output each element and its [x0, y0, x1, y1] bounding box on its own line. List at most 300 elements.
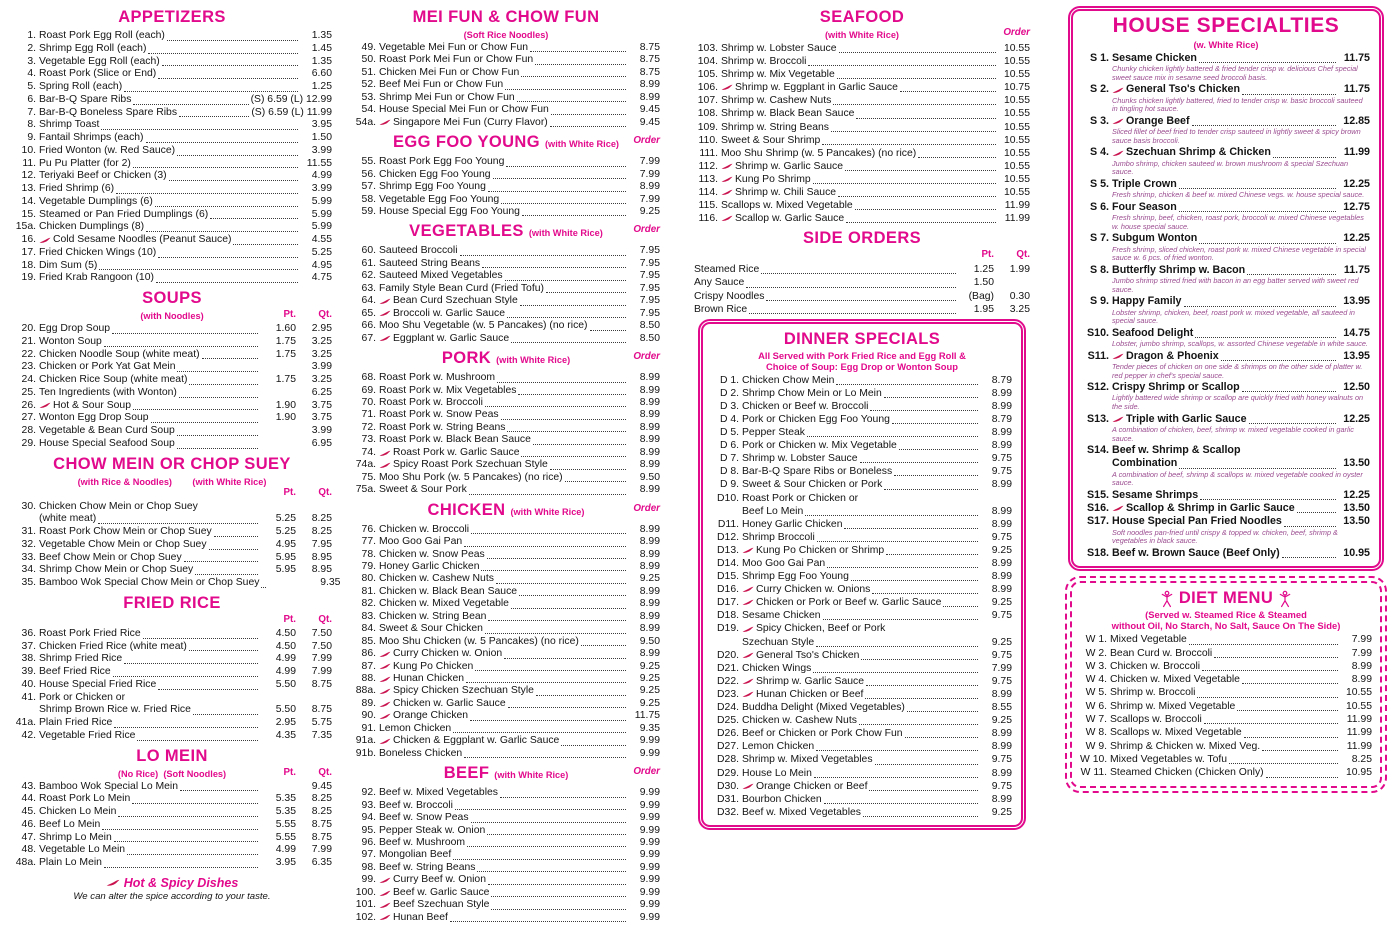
menu-item-row [712, 439, 1012, 452]
item-number: 72. [361, 421, 376, 433]
item-number: 61. [361, 257, 376, 269]
item-number: S18. [1087, 546, 1109, 559]
pork-header [352, 348, 660, 370]
item-name: Beef w. Garlic Sauce [393, 886, 490, 898]
dotted-leader [561, 745, 626, 746]
dotted-leader [1179, 188, 1336, 189]
item-number: 114. [698, 187, 718, 199]
chili-icon [379, 713, 391, 720]
dotted-leader [814, 777, 978, 778]
chili-icon [742, 547, 754, 554]
item-price: 7.99 [639, 193, 660, 205]
menu-item-row [694, 173, 1030, 186]
item-price: 7.99 [1351, 634, 1372, 646]
item-price: 5.25 [311, 246, 332, 258]
section-subtitle: (w. White Rice) [1193, 40, 1259, 50]
menu-item-row [694, 68, 1030, 81]
menu-item-row [352, 79, 660, 91]
item-number: 74a. [355, 459, 376, 471]
item-description: Lobster shrimp, chicken, beef, roast pork w. mixed vegetable, all sauteed in special sauce. [1112, 307, 1355, 326]
menu-item-row [352, 422, 660, 434]
item-number: S14. [1087, 444, 1109, 457]
item-price: 6.60 [311, 68, 332, 80]
item-price: 13.95 [1343, 295, 1370, 308]
item-price: 8.50 [639, 320, 660, 332]
item-name: Sweet & Sour Chicken [379, 623, 483, 635]
item-number: S 3. [1089, 114, 1109, 127]
item-price: 9.99 [639, 849, 660, 861]
item-name: Shrimp Lo Mein [39, 831, 112, 843]
item-number: 26. [21, 399, 36, 411]
chili-icon [379, 701, 391, 708]
menu-item-row [12, 692, 332, 705]
item-price: 10.55 [1003, 173, 1030, 185]
item-name: Orange Beef [1126, 114, 1190, 127]
menu-item-row [12, 94, 332, 107]
item-price: 4.75 [311, 272, 332, 284]
dotted-leader [1214, 657, 1338, 658]
column-2-sections [352, 7, 660, 924]
order-label: Order [1003, 27, 1030, 38]
item-name: Beef w. Mixed Vegetables [379, 787, 498, 799]
item-name: Beef Szechuan Style [393, 899, 490, 911]
item-number: D 6. [719, 440, 739, 452]
item-price: 3.99 [311, 183, 332, 194]
side-orders-header [694, 228, 1030, 261]
item-name: Vegetable & Bean Curd Soup [39, 425, 175, 436]
item-number: 22. [21, 348, 36, 360]
item-name: Roast Pork w. String Beans [379, 421, 506, 433]
item-price: 9.75 [991, 780, 1012, 792]
menu-item-row [12, 43, 332, 56]
menu-item-row [352, 409, 660, 421]
chili-icon [379, 310, 391, 317]
item-number: D22. [717, 675, 739, 687]
item-name: Singapore Mei Fun (Curry Flavor) [393, 116, 548, 128]
menu-item-row [712, 570, 1012, 583]
menu-item-row [352, 748, 660, 760]
dotted-leader [99, 269, 298, 270]
item-number: 53. [361, 91, 376, 103]
dotted-leader [482, 267, 626, 268]
dotted-leader [837, 78, 996, 79]
item-price: 4.95 [311, 259, 332, 271]
dotted-leader [521, 456, 626, 457]
chili-icon [721, 215, 733, 222]
item-name: Beef w. Shrimp & Scallop [1112, 444, 1241, 457]
menu-item-row [352, 825, 660, 837]
dotted-leader [493, 178, 627, 179]
item-number: 51. [361, 66, 376, 78]
item-price: 8.99 [991, 584, 1012, 596]
chili-icon [742, 626, 754, 633]
menu-item-row [12, 221, 332, 234]
menu-item-row [12, 361, 332, 374]
item-name: Shrimp w. String Beans [721, 121, 829, 133]
dotted-leader [158, 78, 298, 79]
item-number: S 4. [1089, 146, 1109, 159]
dotted-leader [158, 689, 258, 690]
item-name: Beef w. Mushroom [379, 837, 466, 849]
house-item-row [1082, 232, 1370, 245]
item-name: Broccoli w. Garlic Sauce [393, 307, 506, 319]
item-name: Pork or Chicken Egg Foo Young [742, 413, 890, 425]
item-name: Lemon Chicken [379, 722, 452, 734]
mei-fun-header [352, 7, 660, 40]
item-price: 9.25 [639, 697, 660, 709]
dotted-leader [475, 670, 626, 671]
menu-item-row [352, 723, 660, 735]
item-name: Shrimp Fried Rice [39, 653, 123, 665]
item-price: 8.25 [1351, 753, 1372, 765]
item-number: 76. [361, 523, 376, 535]
section-title: APPETIZERS [118, 8, 226, 26]
menu-item-row [352, 710, 660, 722]
dotted-leader [845, 170, 996, 171]
menu-item-row [352, 472, 660, 484]
dotted-leader [511, 608, 626, 609]
item-name: Moo Shu Pork (w. 5 Pancakes) (no rice) [379, 471, 563, 483]
item-price: 8.99 [639, 585, 660, 597]
menu-item-row [12, 323, 332, 336]
item-price: 9.25 [639, 685, 660, 697]
item-number: W 1. [1085, 634, 1107, 646]
item-number: 69. [361, 384, 376, 396]
item-name: Roast Pork (Slice or End) [39, 68, 157, 80]
item-name: Sweet & Sour Shrimp [721, 134, 821, 146]
item-name: Roast Pork w. Broccoli [379, 396, 483, 408]
menu-item-row [712, 740, 1012, 753]
exercise-figure-icon [1279, 590, 1291, 608]
item-number: 50. [361, 54, 376, 66]
dotted-leader [104, 346, 258, 347]
item-price: 4.55 [311, 234, 332, 245]
item-price: 11.55 [306, 157, 332, 169]
item-price: 10.55 [1003, 56, 1030, 68]
menu-item-row [12, 730, 332, 743]
price-column-headers [260, 614, 332, 626]
item-number: 92. [361, 787, 376, 799]
dotted-leader [455, 809, 626, 810]
dotted-leader [749, 313, 956, 314]
dotted-leader [1266, 777, 1338, 778]
item-name: Beef w. Broccoli [379, 799, 453, 811]
menu-column-3 [694, 6, 1030, 830]
menu-item-row [1080, 726, 1372, 739]
item-name: Chicken Rice Soup (white meat) [39, 374, 188, 385]
item-price: 11.99 [1346, 740, 1372, 752]
item-name: Kung Po Shrimp [735, 173, 811, 185]
order-label: Order [633, 502, 660, 514]
menu-item-row [12, 400, 332, 413]
menu-item-row [12, 539, 332, 552]
item-price: 8.99 [639, 610, 660, 622]
menu-item-row [352, 245, 660, 257]
item-price: 8.99 [991, 440, 1012, 452]
item-number: 19. [21, 272, 36, 284]
item-price-pt: 5.25 [275, 513, 296, 525]
dotted-leader [113, 676, 258, 677]
item-number: 42. [21, 729, 36, 741]
section-subtitle: (with White Rice) [544, 139, 619, 150]
dotted-leader [521, 76, 626, 77]
dotted-leader [464, 757, 626, 758]
dotted-leader [520, 305, 626, 306]
dotted-leader [508, 707, 626, 708]
item-price-qt: 3.75 [311, 412, 332, 424]
item-number: S13. [1087, 412, 1109, 425]
menu-item-row [352, 862, 660, 874]
menu-column-4 [1064, 6, 1388, 788]
item-price: 8.99 [639, 409, 660, 421]
item-price: 9.25 [639, 660, 660, 672]
item-name: Shrimp w. Broccoli [721, 56, 807, 68]
section-title: DINNER SPECIALS [783, 329, 941, 348]
item-number: D 7. [719, 453, 739, 465]
item-number: 45. [21, 806, 36, 817]
order-label: Order [633, 766, 660, 778]
dotted-leader [870, 410, 978, 411]
qt-column-header: Qt. [318, 766, 332, 778]
menu-item-row [1080, 766, 1372, 779]
item-name: Scallop & Shrimp in Garlic Sauce [1126, 502, 1295, 515]
item-name: Spring Roll (each) [39, 81, 123, 92]
item-price: 8.99 [991, 793, 1012, 805]
item-name: Vegetable Egg Roll (each) [39, 55, 160, 67]
dotted-leader [1237, 710, 1338, 711]
column-4-sections [1064, 6, 1388, 788]
menu-item-row [12, 132, 332, 145]
item-name: Szechuan Style [742, 636, 815, 648]
item-price: 8.99 [991, 400, 1012, 412]
spicy-note-title-line [12, 876, 332, 891]
item-description: A combination of beef, shrimp & scallops w. mixed vegetable cooked in oyster sauce. [1112, 469, 1363, 488]
item-name: Bamboo Wok Special Chow Mein or Chop Suey [39, 577, 260, 588]
menu-item-row [694, 276, 1030, 289]
section-title: BEEF [443, 764, 490, 783]
item-name: Honey Garlic Chicken [379, 560, 480, 572]
menu-item-row [12, 501, 332, 514]
item-name: Lemon Chicken [742, 741, 815, 753]
dotted-leader [504, 658, 626, 659]
item-name: Fried Chicken Wings (10) [39, 246, 157, 258]
item-name: Shrimp Brown Rice w. Fried Rice [39, 704, 191, 716]
item-number: 91. [361, 722, 376, 734]
dotted-leader [500, 797, 626, 798]
item-number: D 4. [719, 413, 739, 425]
item-price: 8.99 [639, 434, 660, 446]
exercise-figure-icon [1161, 590, 1173, 608]
item-name: Roast Pork Mei Fun or Chow Fun [379, 54, 534, 66]
item-price: 12.75 [1343, 200, 1370, 213]
item-price: 8.79 [991, 413, 1012, 425]
item-number: D20. [717, 649, 739, 661]
item-number: 60. [361, 245, 376, 257]
item-name: Kung Po Chicken [393, 660, 474, 672]
menu-item-row [12, 857, 332, 870]
side-orders-section [694, 228, 1030, 315]
dotted-leader [189, 650, 258, 651]
dotted-leader [179, 116, 249, 117]
pt-column-header: Pt. [283, 766, 296, 778]
item-price-qt: 7.50 [311, 627, 332, 639]
dotted-leader [884, 397, 978, 398]
item-number: 48a. [15, 857, 36, 868]
item-price: 8.99 [639, 523, 660, 535]
chili-icon [379, 738, 391, 745]
item-price: 10.95 [1343, 546, 1370, 559]
menu-item-row [352, 283, 660, 295]
menu-item-row [12, 81, 332, 94]
item-number: D15. [717, 571, 739, 583]
item-name: Beef Chow Mein or Chop Suey [39, 551, 182, 563]
dotted-leader [151, 422, 258, 423]
section-title: SEAFOOD [819, 8, 905, 26]
chili-icon [721, 189, 733, 196]
item-number: S 6. [1089, 200, 1109, 213]
menu-item-row [712, 622, 1012, 635]
menu-item-row [352, 800, 660, 812]
item-price: 8.99 [991, 767, 1012, 779]
item-number: 85. [361, 635, 376, 647]
menu-item-row [694, 55, 1030, 68]
item-price: 9.25 [991, 715, 1012, 727]
menu-item-row [352, 787, 660, 799]
item-name: House Lo Mein [742, 767, 812, 779]
chili-icon [742, 652, 754, 659]
chow-mein-header [12, 454, 332, 499]
item-number: S10. [1087, 326, 1109, 339]
item-price-qt: 7.50 [311, 640, 332, 652]
item-name: Shrimp Egg Roll (each) [39, 42, 147, 54]
menu-item-row [1080, 660, 1372, 673]
item-price: 8.99 [639, 421, 660, 433]
item-number: S15. [1087, 488, 1109, 501]
item-name: Triple with Garlic Sauce [1126, 412, 1247, 425]
dotted-leader [453, 859, 626, 860]
section-subtitle: (with White Rice) [824, 30, 899, 40]
dotted-leader [464, 546, 626, 547]
dotted-leader [1204, 723, 1338, 724]
dotted-leader [905, 737, 978, 738]
item-number: 15a. [15, 221, 36, 233]
dotted-leader [816, 646, 978, 647]
item-name: Buddha Delight (Mixed Vegetables) [742, 702, 905, 714]
menu-item-row [352, 320, 660, 332]
item-name: Curry Chicken w. Onion [393, 648, 503, 660]
item-number: 101. [355, 899, 376, 911]
item-price: 9.99 [639, 861, 660, 873]
menu-item-row [694, 199, 1030, 212]
dotted-leader [817, 541, 978, 542]
dotted-leader [518, 394, 626, 395]
item-number: 46. [21, 818, 36, 830]
item-price-qt: 7.99 [311, 844, 332, 856]
house-item-row [1082, 350, 1370, 363]
menu-item-row [712, 753, 1012, 766]
menu-item-row [712, 478, 1012, 491]
section-title: MEI FUN & CHOW FUN [412, 8, 600, 26]
item-price: 1.50 [311, 132, 332, 143]
item-price-pt: 4.35 [275, 729, 296, 741]
item-name: Chicken or Pork Yat Gat Mein [39, 361, 176, 373]
menu-item-row [12, 234, 332, 247]
item-number: 87. [361, 660, 376, 672]
menu-item-row [12, 577, 341, 590]
dotted-leader [209, 549, 258, 550]
menu-item-row [352, 308, 660, 320]
dotted-leader [496, 583, 626, 584]
dotted-leader [1244, 737, 1338, 738]
menu-item-row [712, 452, 1012, 465]
item-name: Bamboo Wok Special Lo Mein [39, 780, 178, 792]
item-name: Triple Crown [1112, 177, 1177, 190]
item-number: 103. [697, 43, 718, 54]
item-name: Pepper Steak [742, 427, 805, 439]
menu-item-row [1080, 700, 1372, 713]
menu-item-row [352, 459, 660, 471]
item-price: 9.99 [639, 837, 660, 849]
menu-item-row [12, 107, 332, 120]
item-price: 14.75 [1343, 326, 1370, 339]
item-name: Spicy Roast Pork Szechuan Style [393, 459, 548, 471]
item-number: D 1. [719, 374, 739, 386]
dotted-leader [177, 371, 258, 372]
menu-item-row [712, 544, 1012, 557]
item-name: Bean Curd Szechuan Style [393, 295, 518, 307]
item-price: 3.95 [311, 119, 332, 131]
chili-icon [379, 914, 391, 921]
dotted-leader [822, 144, 996, 145]
item-price: 10.55 [1003, 121, 1030, 133]
item-name: Chicken w. Cashew Nuts [742, 715, 857, 727]
item-price: 10.55 [1003, 147, 1030, 159]
item-description: Fresh shrimp, beef, chicken, roast pork, broccoli w. mixed Chinese vegetables w. house special sauce. [1112, 213, 1364, 231]
item-price-qt: 8.25 [311, 526, 332, 537]
item-name: Moo Shu Chicken (w. 5 Pancakes) (no rice) [379, 635, 579, 647]
item-name: General Tso's Chicken [756, 649, 860, 661]
item-name: Fried Krab Rangoon (10) [39, 272, 154, 284]
item-number: D10. [717, 492, 739, 504]
item-number: 4. [27, 68, 36, 80]
dotted-leader [1242, 94, 1336, 95]
menu-item-row [12, 819, 332, 832]
dotted-leader [833, 104, 996, 105]
menu-item-row [352, 536, 660, 548]
item-price-pt: 1.90 [275, 399, 296, 411]
dotted-leader [1242, 391, 1336, 392]
dotted-leader [855, 209, 996, 210]
menu-item-row [712, 531, 1012, 544]
item-price-pt: 1.60 [275, 323, 296, 334]
item-number: W 3. [1085, 660, 1107, 672]
menu-item-row [352, 524, 660, 536]
item-name: House Special Pan Fried Noodles [1112, 515, 1282, 528]
lo-mein-header [12, 746, 332, 779]
item-number: W 11. [1080, 767, 1107, 779]
item-price-qt: 9.35 [320, 577, 341, 588]
mei-fun-section [352, 7, 660, 129]
chili-icon [379, 335, 391, 342]
menu-item-row [12, 641, 332, 654]
item-price: 13.95 [1343, 349, 1370, 362]
item-name: Sweet & Sour Chicken or Pork [742, 479, 883, 491]
menu-item-row [12, 526, 332, 539]
dotted-leader [501, 419, 626, 420]
item-name: Sauteed Broccoli [379, 245, 458, 257]
menu-item-row [1080, 673, 1372, 686]
item-price: 9.99 [639, 824, 660, 836]
